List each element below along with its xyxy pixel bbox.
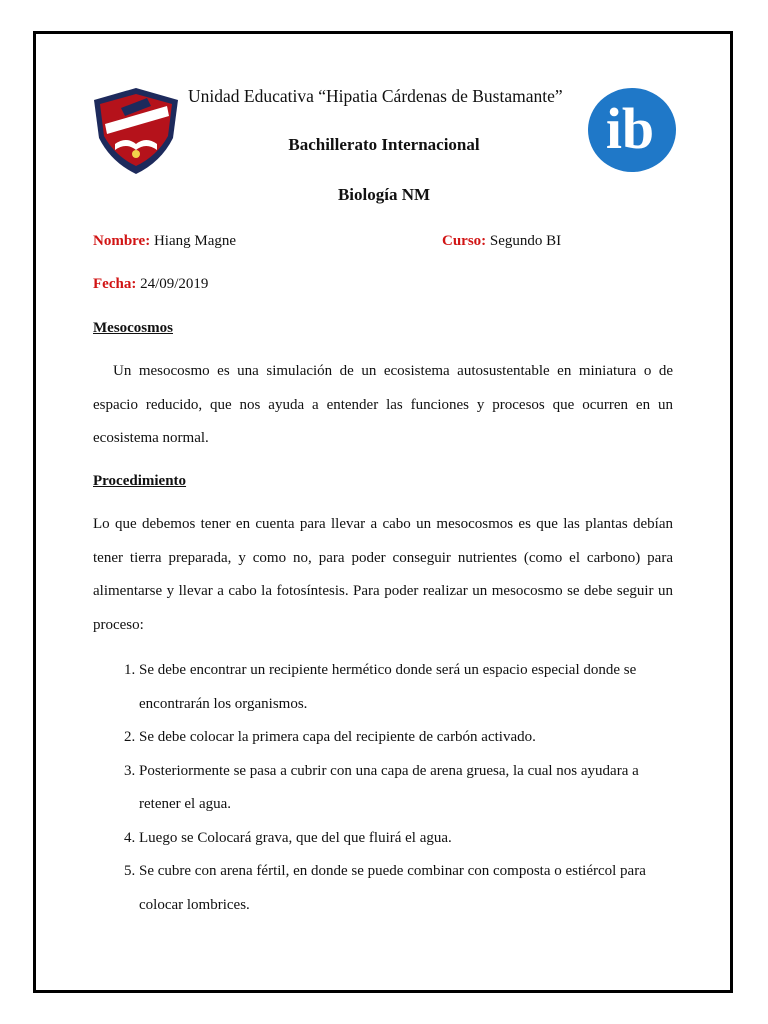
- steps-list: [93, 654, 673, 922]
- paragraph-mesocosmos: [93, 355, 673, 456]
- program-title: Bachillerato Internacional: [288, 135, 480, 154]
- name-field: [93, 233, 236, 250]
- course-value: Segundo BI: [489, 233, 562, 249]
- paragraph-procedimiento: Lo que debemos tener en cuenta para llevar a cabo un mesocosmos es que las plantas debían tener tierra preparada, y como no, para poder conseguir nutrientes (como el carbono) para alimentarse y llevar a cabo la fotosíntesis. Para poder realizar un mesocosmo se debe seguir un proceso:: [93, 516, 673, 633]
- heading-mesocosmos: Mesocosmos: [93, 320, 173, 336]
- heading-procedimiento: Procedimiento: [93, 473, 187, 489]
- ib-logo: [578, 86, 678, 174]
- school-name: Unidad Educativa “Hipatia Cárdenas de Bustamante”: [188, 86, 563, 106]
- list-item: 5. Se cubre con arena fértil, en donde se puede combinar con composta o estiércol para colocar lombrices.: [139, 855, 673, 922]
- date-label: Fecha:: [93, 276, 137, 292]
- course-label: Curso:: [442, 233, 487, 249]
- name-value: Hiang Magne: [153, 233, 237, 249]
- course-field: [442, 233, 561, 250]
- date-field: [93, 276, 208, 293]
- date-value: 24/09/2019: [140, 276, 209, 292]
- school-crest-logo: [91, 86, 181, 176]
- list-item: 3. Posteriormente se pasa a cubrir con una capa de arena gruesa, la cual nos ayudara a retener el agua.: [139, 755, 673, 822]
- list-item: 4. Luego se Colocará grava, que del que fluirá el agua.: [139, 822, 673, 856]
- paragraph-mesocosmos-text: Un mesocosmo es una simulación de un ecosistema autosustentable en miniatura o de espacio reducido, que nos ayuda a entender las funciones y procesos que ocurren en un ecosistema normal.: [93, 363, 673, 446]
- name-label: Nombre:: [93, 233, 151, 249]
- subject-title: Biología NM: [337, 185, 431, 204]
- list-item: 1. Se debe encontrar un recipiente hermético donde será un espacio especial donde se encontrarán los organismos.: [139, 654, 673, 721]
- ib-logo-text: ib: [605, 96, 655, 161]
- list-item: 2. Se debe colocar la primera capa del recipiente de carbón activado.: [139, 721, 673, 755]
